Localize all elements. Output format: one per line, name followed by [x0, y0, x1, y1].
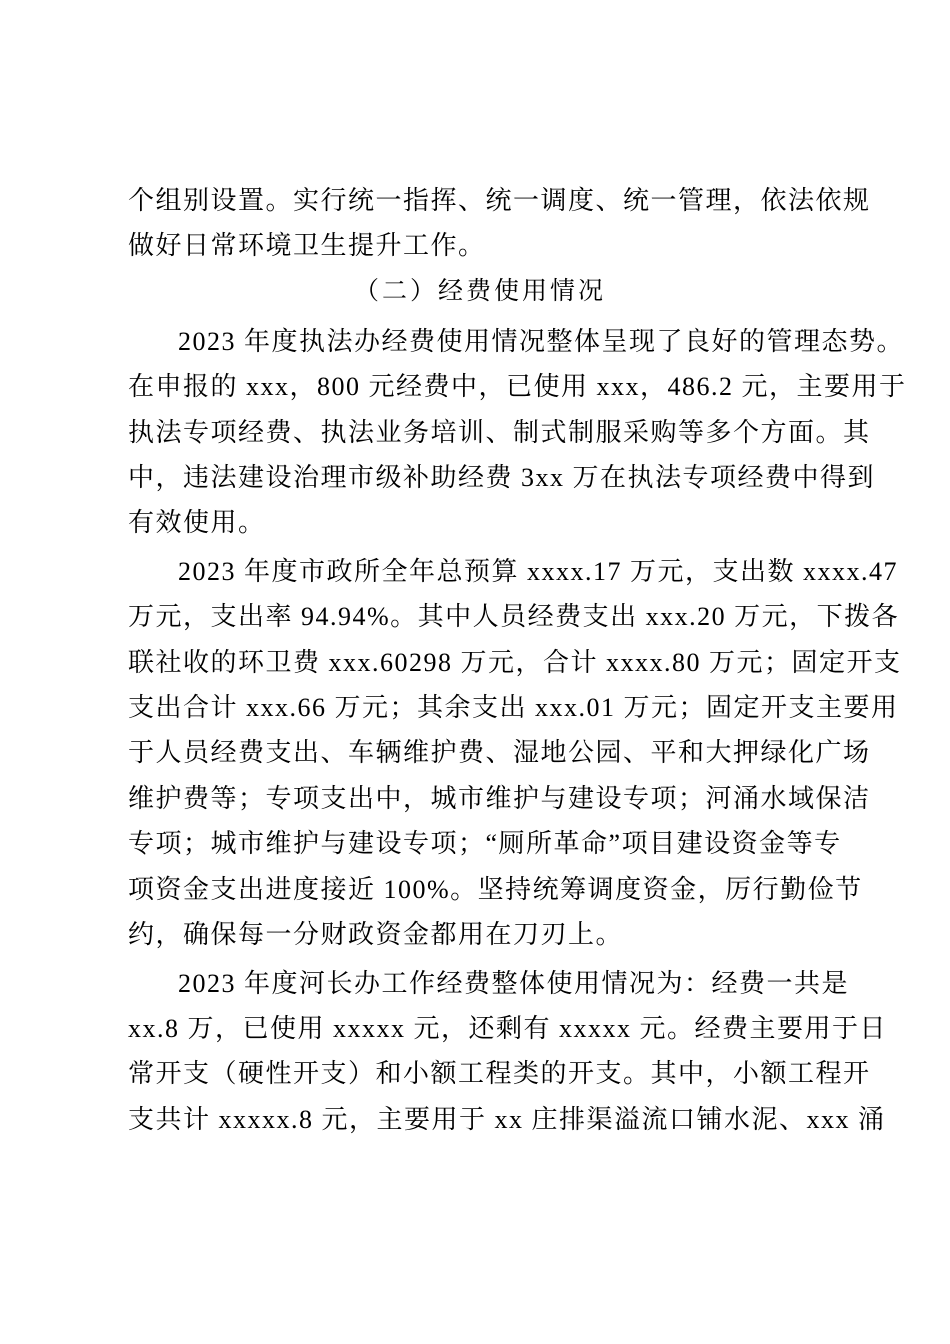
paragraph-2-line-6: 维护费等；专项支出中，城市维护与建设专项；河涌水域保洁: [128, 784, 871, 813]
paragraph-2-line-9: 约，确保每一分财政资金都用在刀刃上。: [128, 920, 624, 949]
paragraph-3-line-1: 2023 年度河长办工作经费整体使用情况为：经费一共是: [178, 969, 850, 998]
section-heading: （二）经费使用情况: [353, 278, 606, 305]
paragraph-2-line-4: 支出合计 xxx.66 万元；其余支出 xxx.01 万元；固定开支主要用: [128, 693, 899, 722]
paragraph-2-line-5: 于人员经费支出、车辆维护费、湿地公园、平和大押绿化广场: [128, 738, 871, 767]
paragraph-3-line-2: xx.8 万，已使用 xxxxx 元，还剩有 xxxxx 元。经费主要用于日: [128, 1014, 888, 1043]
intro-line-1: 个组别设置。实行统一指挥、统一调度、统一管理，依法依规: [128, 186, 871, 215]
paragraph-1-line-1: 2023 年度执法办经费使用情况整体呈现了良好的管理态势。: [178, 327, 905, 356]
paragraph-2-line-3: 联社收的环卫费 xxx.60298 万元，合计 xxxx.80 万元；固定开支: [128, 648, 902, 677]
paragraph-3-line-4: 支共计 xxxxx.8 元，主要用于 xx 庄排渠溢流口铺水泥、xxx 涌: [128, 1105, 886, 1134]
paragraph-1-line-2: 在申报的 xxx，800 元经费中，已使用 xxx，486.2 元，主要用于: [128, 372, 907, 401]
paragraph-1-line-3: 执法专项经费、执法业务培训、制式制服采购等多个方面。其: [128, 418, 871, 447]
paragraph-1-line-4: 中，违法建设治理市级补助经费 3xx 万在执法专项经费中得到: [128, 463, 876, 492]
paragraph-2-line-1: 2023 年度市政所全年总预算 xxxx.17 万元，支出数 xxxx.47: [178, 557, 899, 586]
paragraph-3-line-3: 常开支（硬性开支）和小额工程类的开支。其中，小额工程开: [128, 1059, 871, 1088]
paragraph-2-line-7: 专项；城市维护与建设专项；“厕所革命”项目建设资金等专: [128, 829, 842, 858]
paragraph-2-line-8: 项资金支出进度接近 100%。坚持统筹调度资金，厉行勤俭节: [128, 875, 863, 904]
paragraph-1-line-5: 有效使用。: [128, 508, 266, 537]
paragraph-2-line-2: 万元，支出率 94.94%。其中人员经费支出 xxx.20 万元，下拨各: [128, 602, 900, 631]
intro-line-2: 做好日常环境卫生提升工作。: [128, 231, 486, 260]
